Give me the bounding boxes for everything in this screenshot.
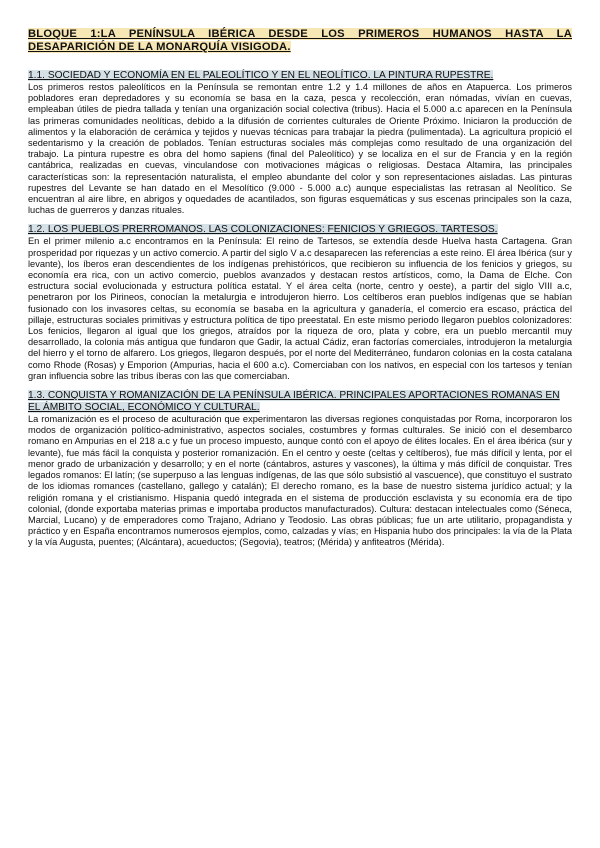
section-heading-text: 1.1. SOCIEDAD Y ECONOMÍA EN EL PALEOLÍTICO Y EN EL NEOLÍTICO. LA PINTURA RUPESTRE. bbox=[28, 70, 494, 81]
section-body: En el primer milenio a.c encontramos en la Península: El reino de Tartesos, se extendía desde Huelva hasta Cartagena. Gran prosperidad por riquezas y un activo comercio. A partir del siglo V a.c desaparecen las referencias a este reino. El área Ibérica (sur y levante), los íberos eran descendientes de los indígenas prehistóricos, que recibieron su influencia de los fenicios y griegos, su economía era rica, con un activo comercio, pueblos avanzados y destacan restos artísticos, como, la Dama de Elche. Con estructura social evolucionada y estructura política estatal. Y el área celta (norte, centro y oeste), a partir del siglo VIII a.c, penetraron por los Pirineos, conocían la metalurgia e introdujeron hierro. Los celtíberos eran pueblos indígenas que se habían fusionado con los invasores celtas, su economía se basaba en la agricultura y ganadería, el comercio era escaso, práctica del pillaje, estructuras sociales primitivas y estructura política de tipo preestatal. En este mismo periodo llegaron pueblos colonizadores: Los fenicios, llegaron al igual que los griegos, atraídos por la riqueza de oro, plata y cobre, era un pueblo mercantil muy desarrollado, la colonia más antigua que fundaron que Gadir, la actual Cádiz, eran factorías comerciales, introdujeron la metalurgia del hierro y el torno de alfarero. Los griegos, llegaron después, por el norte del Mediterráneo, fundaron colonias en la costa catalana como Rhode (Rosas) y Emporion (Ampurias, hacia el 600 a.c). Comerciaban con los nativos, en especial con los tartesos y tenían gran influencia sobre las tribus íberas con las que comerciaban. bbox=[28, 236, 572, 381]
section-body: Los primeros restos paleolíticos en la Península se remontan entre 1.2 y 1.4 millones de años en Atapuerca. Los primeros pobladores eran depredadores y su economía se basa en la caza, pesca y recolección, eran nómadas, vivían en cuevas, empleaban útiles de piedra tallada y tenían una organización social colectiva (tribus). Hacia el 5.000 a.c aparecen en la Península las primeras comunidades neolíticas, debido a la difusión de corrientes culturales de Oriente Próximo. Iniciaron la producción de alimentos y la elaboración de cerámica y tejidos y nuevas técnicas para trabajar la piedra (pulimentada). La agricultura propició el sedentarismo y la creación de poblados. Tenían estructuras sociales más complejas como resultado de una organización del trabajo. La pintura rupestre es obra del homo sapiens (final del Paleolítico) y se localiza en el sur de Francia y en la región cantábrica, realizadas en cuevas, vinculandose con motivaciones mágicas o religiosas. Destaca Altamira, las principales características son: la representación naturalista, el empleo abundante del color y son representaciones aisladas. Las pinturas rupestres del Levante se han datado en el Mesolítico (9.000 - 5.000 a.c) aunque especialistas las retrasan al Neolítico. Se encuentran al aire libre, en abrigos y oquedades de acantilados, son figuras esquemáticas y sus escenas principales son la caza, luchas de guerreros y danzas rituales. bbox=[28, 82, 572, 216]
section-pueblos-prerromanos bbox=[28, 224, 572, 382]
section-heading-text: 1.2. LOS PUEBLOS PRERROMANOS. LAS COLONIZACIONES: FENICIOS Y GRIEGOS. TARTESOS. bbox=[28, 224, 498, 236]
section-romanizacion bbox=[28, 390, 572, 548]
section-heading bbox=[28, 224, 572, 236]
section-heading-text: 1.3. CONQUISTA Y ROMANIZACIÓN DE LA PENÍNSULA IBÉRICA. PRINCIPALES APORTACIONES ROMANAS EN EL ÁMBITO SOCIAL, ECONÓMICO Y CULTURAL. bbox=[28, 390, 560, 414]
section-paleolitico-neolitico bbox=[28, 70, 572, 216]
section-heading bbox=[28, 70, 572, 82]
document-title bbox=[28, 28, 572, 54]
section-heading bbox=[28, 390, 572, 414]
section-body: La romanización es el proceso de aculturación que experimentaron las diversas regiones conquistadas por Roma, incorporaron los modos de organización político-administrativo, aspectos sociales, costumbres y formas culturales. Se inició con el desembarco romano en Ampurias en el 218 a.c y fue un proceso impuesto, aunque contó con el apoyo de élites locales. En el área ibérica (sur y levante), fue más fácil la conquista y posterior romanización. En el centro y oeste (celtas y celtíberos), fue más difícil y lenta, por el menor grado de urbanización y desarrollo; y en el norte (cántabros, astures y vascones), la última y más difícil de conquistar. Tres legados romanos: El latín; (se superpuso a las lenguas indígenas, de las que sólo subsistió al vascuence), que constituyo el sustrato de los idiomas romances (castellano, gallego y catalán); El derecho romano, es la base de nuestro sistema jurídico actual; y la religión romana y el cristianismo. Hispania quedó integrada en el sistema de producción esclavista y su economía era de tipo colonial, (donde exportaba materias primas e importaba productos manufacturados). Cultura: destacan intelectuales como (Séneca, Marcial, Lucano) y de emperadores como Trajano, Adriano y Teodosio. Las obras públicas; fue un arte utilitario, propagandista y práctico y en España encontramos numerosos ejemplos, como, calzadas y vías; en Hispania hubo dos principales: la vía de la Plata y la vía Augusta, puentes; (Alcántara), acueductos; (Segovia), teatros; (Mérida) y anfiteatros (Mérida). bbox=[28, 414, 572, 548]
document-title-text: BLOQUE 1:LA PENÍNSULA IBÉRICA DESDE LOS PRIMEROS HUMANOS HASTA LA DESAPARICIÓN DE LA MONARQUÍA VISIGODA. bbox=[28, 28, 572, 53]
